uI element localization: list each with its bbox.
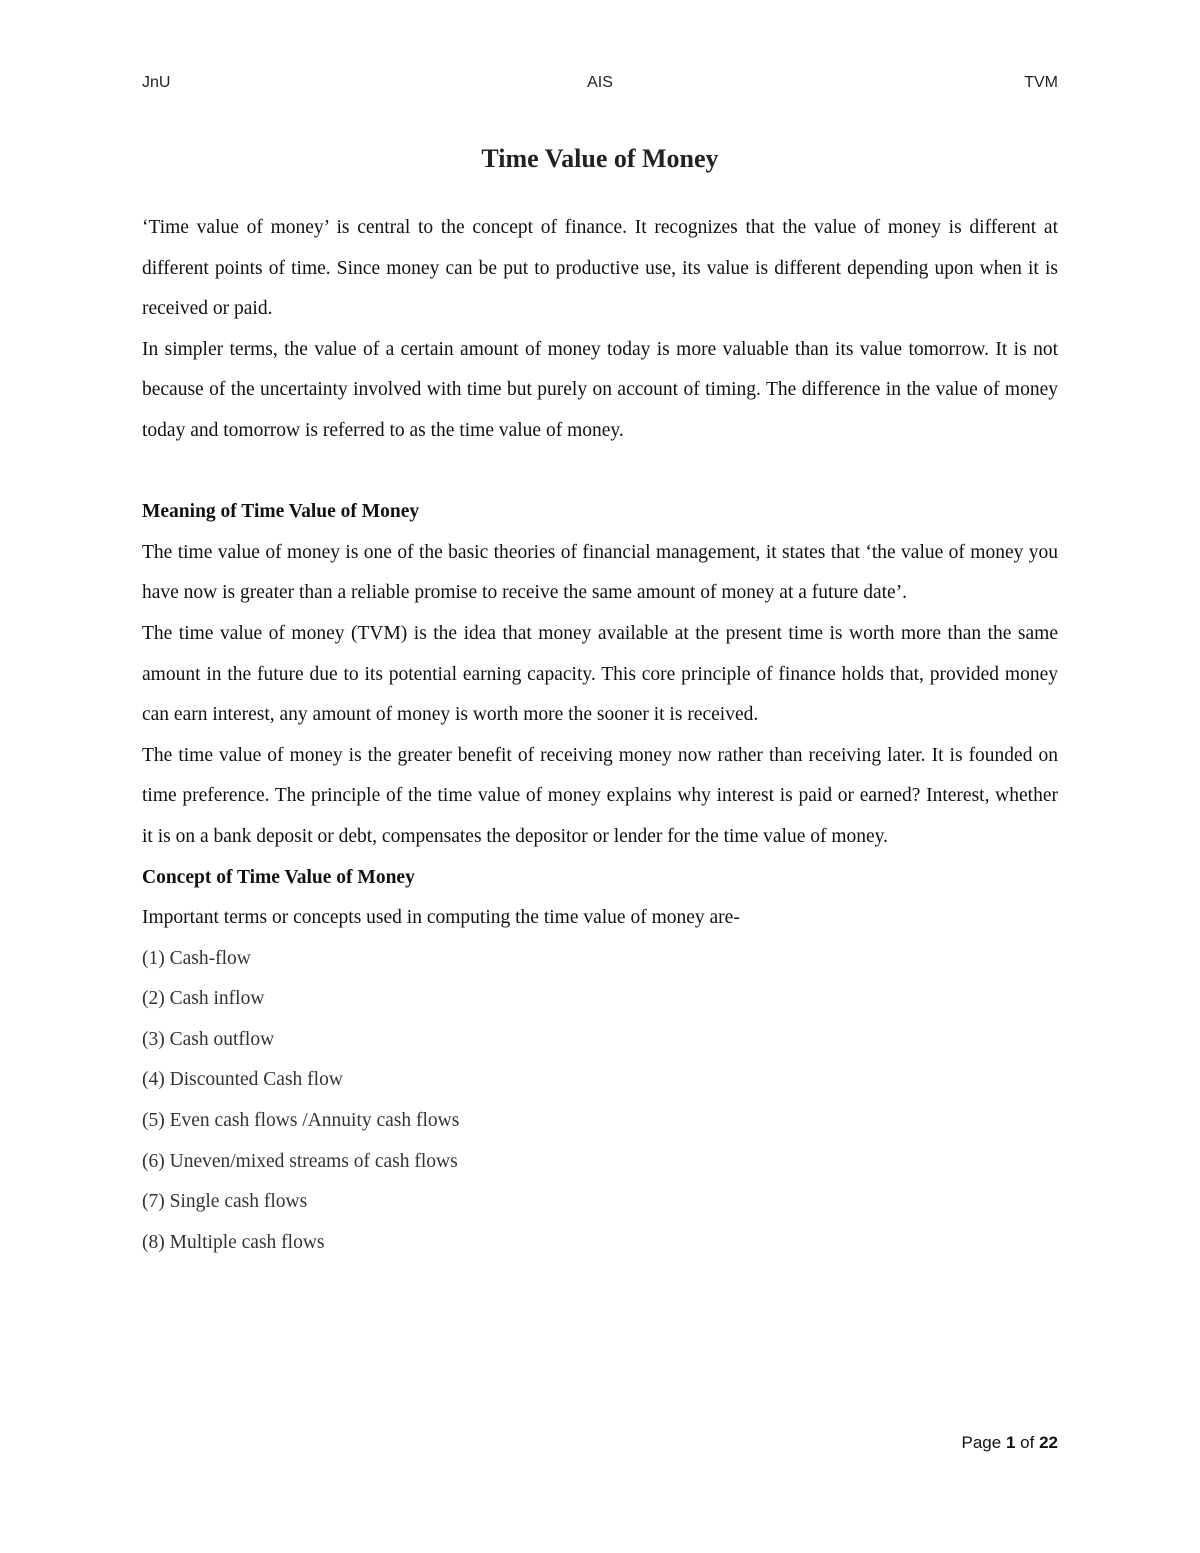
page-number — [962, 1433, 1058, 1453]
concept-heading: Concept of Time Value of Money — [142, 866, 415, 888]
page-current: 1 — [1005, 1433, 1016, 1452]
meaning-paragraph-3: The time value of money is the greater benefit of receiving money now rather than receiving later. It is founded on time preference. The principle of the time value of money explains why interest is paid or earned? Interest, whether it is on a bank deposit or debt, compensates the depositor or lender for the time value of money. — [142, 744, 1058, 847]
list-item: (2) Cash inflow — [142, 988, 265, 1010]
page-header — [142, 74, 1058, 98]
section-gap — [142, 452, 1058, 493]
list-item: (3) Cash outflow — [142, 1028, 275, 1050]
meaning-paragraph-1: The time value of money is one of the basic theories of financial management, it states that ‘the value of money you have now is greater than a reliable promise to receive the same amount of money at a future date’. — [142, 541, 1058, 604]
header-center: AIS — [587, 74, 613, 91]
list-item: (1) Cash-flow — [142, 947, 251, 969]
document-body — [142, 208, 1058, 1263]
list-item: (7) Single cash flows — [142, 1191, 308, 1213]
header-right: TVM — [1024, 74, 1058, 91]
meaning-heading: Meaning of Time Value of Money — [142, 501, 420, 523]
document-title: Time Value of Money — [481, 144, 719, 173]
meaning-paragraph-2: The time value of money (TVM) is the idea that money available at the present time is worth more than the same amount in the future due to its potential earning capacity. This core principle of finance holds that, provided money can earn interest, any amount of money is worth more the sooner it is received. — [142, 622, 1058, 726]
page-label: Page — [961, 1433, 1002, 1452]
concept-intro: Important terms or concepts used in computing the time value of money are- — [142, 907, 740, 929]
list-item: (4) Discounted Cash flow — [142, 1069, 343, 1091]
list-item: (6) Uneven/mixed streams of cash flows — [142, 1150, 458, 1172]
intro-paragraph-2: In simpler terms, the value of a certain amount of money today is more valuable than its value tomorrow. It is not because of the uncertainty involved with time but purely on account of timing. The difference in the value of money today and tomorrow is referred to as the time value of money. — [142, 338, 1058, 441]
list-item: (8) Multiple cash flows — [142, 1231, 325, 1253]
header-left: JnU — [142, 74, 171, 91]
intro-paragraph-1: ‘Time value of money’ is central to the concept of finance. It recognizes that the value of money is different at different points of time. Since money can be put to productive use, its value is different depending upon when it is received or paid. — [142, 217, 1058, 320]
list-item: (5) Even cash flows /Annuity cash flows — [142, 1110, 460, 1132]
concept-list — [142, 939, 1058, 1264]
page-total: 22 — [1039, 1433, 1058, 1452]
page-of-label: of — [1020, 1433, 1035, 1452]
